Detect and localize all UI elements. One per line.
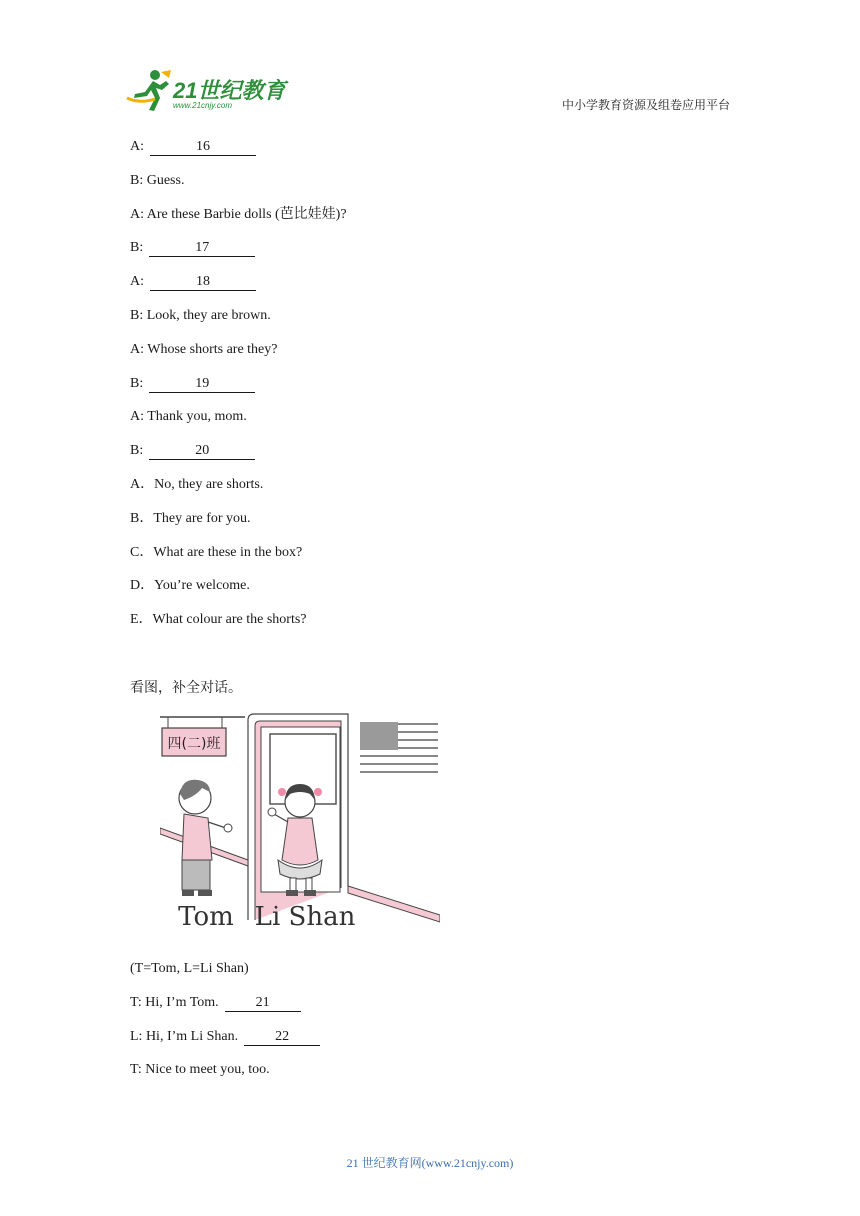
dialogue-line: B: Look, they are brown. bbox=[130, 307, 271, 323]
logo-url: www.21cnjy.com bbox=[173, 101, 232, 110]
class-sign-text: 四(二)班 bbox=[167, 736, 221, 752]
name-li-shan: Li Shan bbox=[254, 902, 356, 932]
dialogue-line bbox=[130, 237, 730, 271]
name-tom: Tom bbox=[178, 902, 234, 932]
dialogue-line bbox=[130, 992, 730, 1026]
logo-text: 21世纪教育 bbox=[173, 78, 286, 103]
option-a: A．No, they are shorts. bbox=[130, 476, 264, 492]
answer-blank[interactable]: 19 bbox=[149, 376, 255, 393]
answer-blank[interactable]: 18 bbox=[150, 274, 256, 291]
option-b: B．They are for you. bbox=[130, 510, 251, 526]
dialogue-line bbox=[130, 440, 730, 474]
line-text: T: Hi, I’m Tom. bbox=[130, 994, 219, 1010]
line-text: L: Hi, I’m Li Shan. bbox=[130, 1028, 239, 1044]
option-d: D．You’re welcome. bbox=[130, 578, 250, 594]
dialogue-line: A: Are these Barbie dolls (芭比娃娃)? bbox=[130, 206, 347, 222]
speaker: B: bbox=[130, 375, 144, 391]
speaker: A: bbox=[130, 139, 144, 154]
option-e: E．What colour are the shorts? bbox=[130, 612, 307, 628]
boy-figure bbox=[179, 780, 232, 896]
speaker: B: bbox=[130, 240, 144, 256]
dialogue-line bbox=[130, 373, 730, 407]
logo bbox=[125, 68, 295, 116]
page-header bbox=[0, 0, 860, 125]
answer-blank[interactable]: 21 bbox=[225, 995, 301, 1012]
speaker: A: bbox=[130, 274, 144, 290]
answer-blank[interactable]: 20 bbox=[149, 443, 255, 460]
dialogue-section bbox=[130, 136, 730, 643]
classroom-illustration bbox=[160, 710, 440, 936]
answer-blank[interactable]: 16 bbox=[150, 139, 256, 156]
flag-icon bbox=[360, 722, 438, 772]
speaker: B: bbox=[130, 443, 144, 459]
answer-blank[interactable]: 17 bbox=[149, 240, 255, 257]
dialogue-line: B: Guess. bbox=[130, 172, 185, 188]
role-note: (T=Tom, L=Li Shan) bbox=[130, 961, 249, 976]
page-footer: 21 世纪教育网(www.21cnjy.com) bbox=[346, 1156, 514, 1170]
option-c: C．What are these in the box? bbox=[130, 544, 303, 560]
dialogue-line: A: Thank you, mom. bbox=[130, 409, 247, 425]
dialogue-line bbox=[130, 1026, 730, 1060]
answer-blank[interactable]: 22 bbox=[244, 1029, 320, 1046]
classroom-picture bbox=[160, 710, 440, 936]
runner-logo-icon bbox=[125, 68, 173, 114]
dialogue-section-2 bbox=[130, 958, 730, 1093]
dialogue-line: A: Whose shorts are they? bbox=[130, 341, 278, 357]
dialogue-line bbox=[130, 271, 730, 305]
dialogue-line bbox=[130, 136, 730, 170]
dialogue-line: T: Nice to meet you, too. bbox=[130, 1062, 270, 1078]
header-tagline: 中小学教育资源及组卷应用平台 bbox=[561, 98, 730, 112]
section-title: 看图，补全对话。 bbox=[130, 681, 242, 696]
